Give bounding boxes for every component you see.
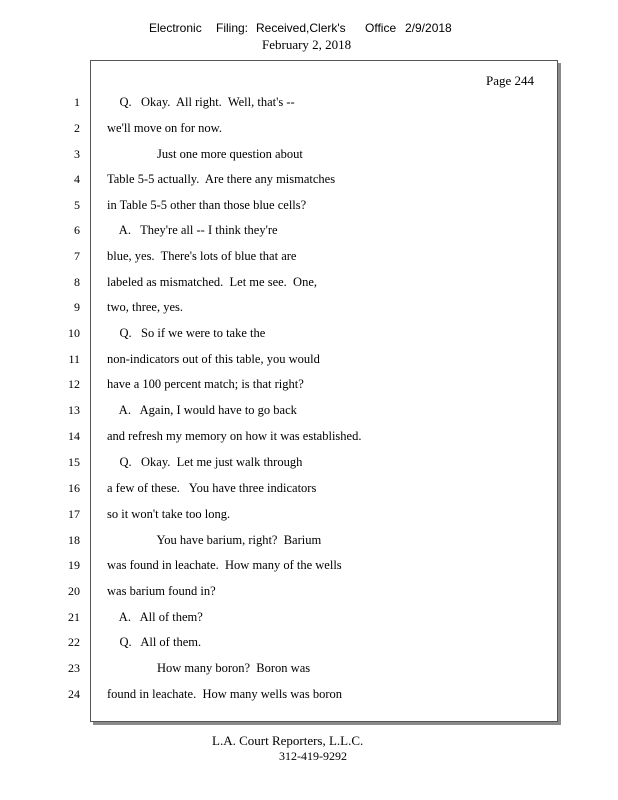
line-number: 13 (68, 403, 80, 417)
line-text: Q. Okay. Let me just walk through (107, 455, 303, 469)
filing-stamp-word: Electronic (149, 21, 202, 35)
line-text: and refresh my memory on how it was established. (107, 429, 362, 443)
line-text: A. Again, I would have to go back (107, 403, 297, 417)
line-text: Just one more question about (107, 147, 303, 161)
line-number: 8 (74, 275, 80, 289)
line-number: 24 (68, 687, 80, 701)
reporter-phone: 312-419-9292 (279, 749, 347, 763)
line-number: 20 (68, 584, 80, 598)
line-number: 3 (74, 147, 80, 161)
transcript-date: February 2, 2018 (262, 37, 352, 52)
line-text: two, three, yes. (107, 300, 184, 314)
line-text: Table 5-5 actually. Are there any mismatches (107, 172, 336, 186)
line-number: 12 (68, 377, 80, 391)
line-number: 11 (68, 352, 80, 366)
line-number: 23 (68, 661, 80, 675)
line-number: 1 (74, 95, 80, 109)
filing-stamp-word: Filing: (216, 21, 249, 35)
line-number: 16 (68, 481, 80, 495)
line-text: A. They're all -- I think they're (107, 223, 278, 237)
line-text: so it won't take too long. (107, 507, 231, 521)
line-text: have a 100 percent match; is that right? (107, 377, 304, 391)
line-number: 2 (74, 121, 80, 135)
line-text: non-indicators out of this table, you would (107, 352, 320, 366)
reporter-company: L.A. Court Reporters, L.L.C. (212, 733, 364, 748)
filing-stamp-word: Received,Clerk's (256, 21, 346, 35)
line-number: 9 (74, 300, 80, 314)
line-text: Q. All of them. (107, 635, 202, 649)
line-text: found in leachate. How many wells was boron (107, 687, 343, 701)
line-text: Q. Okay. All right. Well, that's -- (107, 95, 295, 109)
line-text: was barium found in? (107, 584, 216, 598)
line-text: a few of these. You have three indicators (107, 481, 317, 495)
line-text: You have barium, right? Barium (107, 533, 322, 547)
line-text: in Table 5-5 other than those blue cells? (107, 198, 307, 212)
line-number: 5 (74, 198, 80, 212)
line-number: 15 (68, 455, 80, 469)
line-text: we'll move on for now. (107, 121, 222, 135)
line-text: labeled as mismatched. Let me see. One, (107, 275, 317, 289)
line-number: 17 (68, 507, 80, 521)
line-number: 21 (68, 610, 80, 624)
line-text: Q. So if we were to take the (107, 326, 266, 340)
line-number: 4 (74, 172, 80, 186)
line-number: 7 (74, 249, 80, 263)
line-number: 6 (74, 223, 80, 237)
line-text: was found in leachate. How many of the wells (107, 558, 342, 572)
line-text: How many boron? Boron was (107, 661, 311, 675)
line-number: 22 (68, 635, 80, 649)
filing-stamp-word: 2/9/2018 (405, 21, 452, 35)
page-number: Page 244 (486, 73, 535, 88)
line-number: 19 (68, 558, 80, 572)
line-number: 10 (68, 326, 80, 340)
line-number: 14 (68, 429, 80, 443)
filing-stamp-word: Office (365, 21, 397, 35)
line-text: blue, yes. There's lots of blue that are (107, 249, 297, 263)
line-number: 18 (68, 533, 80, 547)
line-text: A. All of them? (107, 610, 203, 624)
